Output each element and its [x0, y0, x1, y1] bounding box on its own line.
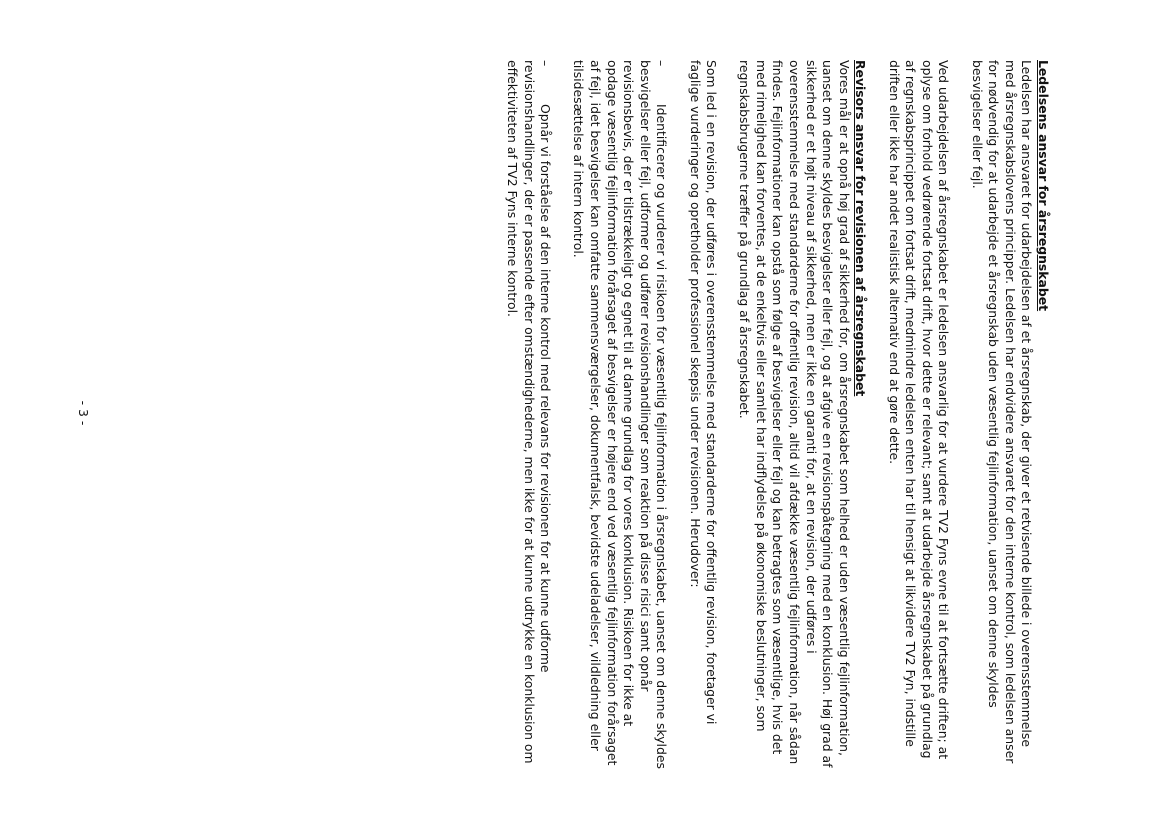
- page-number: - 3 -: [76, 400, 91, 426]
- management-paragraph-2: Ved udarbejdelsen af årsregnskabet er ledelsen ansvarlig for at vurdere TV2 Fyns evne til at fortsætte driften; at oplyse om forhold vedrørende fortsat drift, hvor dette er relevant; samt at udarbejde årsregnskabet på grundlag af regnskabsprincippet om fortsat drift, medmindre ledelsen enten har til hensigt at likvidere TV2 Fyn, indstille driften eller ikke har andet realistisk alternativ end at gøre dette.: [886, 60, 952, 760]
- management-section: [968, 60, 1051, 770]
- list-item-text: Opnår vi forståelse af den interne kontrol med relevans for revisionen for at kunne udforme revisionshandlinger, der er passende efter omstændighederne, men ikke for at kunne udtrykke en konklusion om effektiviteten af TV2 Fyns interne kontrol.: [505, 60, 554, 764]
- auditor-section: [736, 60, 869, 770]
- document-body: [487, 60, 1051, 770]
- auditor-heading: Revisors ansvar for revisionen af årsregnskabet: [853, 60, 869, 397]
- management-paragraph-1: Ledelsen har ansvaret for udarbejdelsen af et årsregnskab, der giver et retvisende billede i overensstemmelse med årsregnskabslovens principper. Ledelsen har endvidere ansvaret for den interne kontrol, som ledelsen anser for nødvendig for at udarbejde et årsregnskab uden væsentlig fejlinformation, uanset om denne skyldes besvigelser eller fejl.: [969, 60, 1035, 764]
- auditor-paragraph-1: Vores mål er at opnå høj grad af sikkerhed for, om årsregnskabet som helhed er uden væsentlig fejlinformation, uanset om denne skyldes besvigelser eller fejl, og at afgive en revisionspåtegning med en konklusion. Høj grad af sikkerhed er et højt niveau af sikkerhed, men er ikke en garanti for, at en revision, der udføres i overensstemmelse med standarderne for offentlig revision, altid vil afdække væsentlig fejlinformation, når sådan findes. Fejlinformationer kan opstå som følge af besvigelser eller fejl og kan betragtes som væsentlige, hvis det med rimelighed kan forventes, at de enkeltvis eller samlet har indflydelse på økonomiske beslutninger, som regnskabsbrugerne træffer på grundlag af årsregnskabet.: [737, 60, 852, 768]
- list-dash: –: [538, 60, 554, 67]
- list-dash: –: [654, 60, 670, 67]
- auditor-paragraph-2: Som led i en revision, der udføres i overensstemmelse med standarderne for offentlig revision, foretager vi faglige vurderinger og opretholder professionel skepsis under revisionen. Herudover:: [687, 60, 720, 725]
- list-item-text: Identificerer og vurderer vi risikoen for væsentlig fejlinformation i årsregnskabet, uanset om denne skyldes besvigelser eller fejl, udformer og udfører revisionshandlinger som reaktion på disse risici samt opnår revisionsbevis, der er tilstrækkeligt og egnet til at danne grundlag for vores konklusion. Risikoen for ikke at opdage væsentlig fejlinformation forårsaget af besvigelser er højere end ved væsentlig fejlinformation forårsaget af fejl, idet besvigelser kan omfatte sammensværgelser, dokumentfalsk, bevidste udeladelser, vildledning eller tilsidesættelse af intern kontrol.: [571, 60, 670, 769]
- management-heading: Ledelsens ansvar for årsregnskabet: [1036, 60, 1051, 312]
- list-item: [503, 60, 553, 770]
- list-item: [570, 60, 670, 770]
